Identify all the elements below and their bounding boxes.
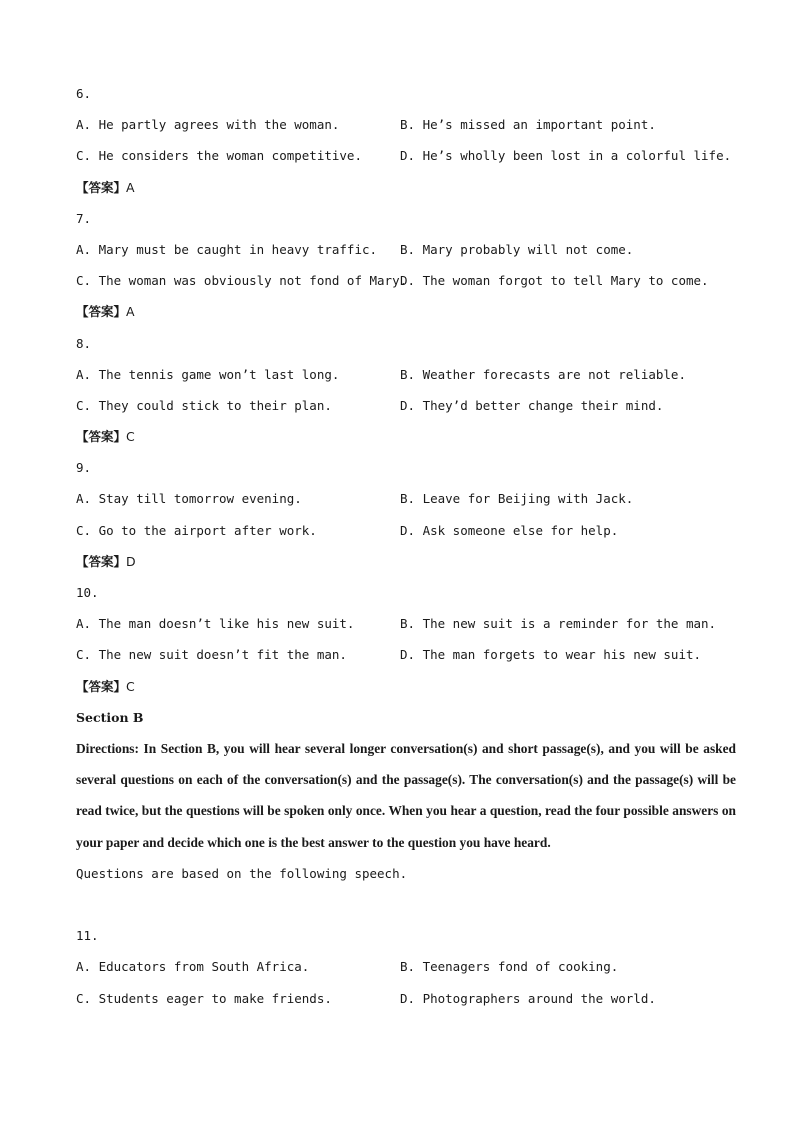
answer-value: D	[126, 553, 136, 569]
option-d: D. They’d better change their mind.	[400, 397, 664, 413]
answer-value: A	[126, 304, 135, 320]
options-row	[76, 639, 736, 670]
options-row	[76, 359, 736, 390]
options-row	[76, 265, 736, 296]
answer-value: C	[126, 678, 135, 694]
option-b: B. The new suit is a reminder for the man.	[400, 616, 717, 632]
answer-label: 【答案】	[76, 678, 127, 694]
option-c: C. The woman was obviously not fond of Mary.	[76, 273, 408, 289]
answer-line	[76, 172, 736, 203]
answer-line	[76, 296, 736, 327]
question-number: 7.	[76, 210, 92, 226]
options-row	[76, 608, 736, 639]
answer-label: 【答案】	[76, 553, 127, 569]
answer-line	[76, 671, 736, 702]
exam-page	[76, 78, 736, 1014]
question-number: 9.	[76, 460, 92, 476]
answer-line	[76, 546, 736, 577]
option-d: D. Photographers around the world.	[400, 990, 656, 1006]
options-row	[76, 483, 736, 514]
option-c: C. He considers the woman competitive.	[76, 148, 362, 164]
answer-value: A	[126, 179, 135, 195]
option-b: B. Leave for Beijing with Jack.	[400, 491, 634, 507]
option-d: D. He’s wholly been lost in a colorful life.	[400, 148, 732, 164]
option-a: A. The man doesn’t like his new suit.	[76, 616, 355, 632]
option-a: A. Mary must be caught in heavy traffic.	[76, 241, 378, 257]
option-b: B. Mary probably will not come.	[400, 241, 634, 257]
section-intro: Questions are based on the following speech.	[76, 865, 408, 881]
answer-label: 【答案】	[76, 179, 127, 195]
option-a: A. Stay till tomorrow evening.	[76, 491, 302, 507]
option-c: C. The new suit doesn’t fit the man.	[76, 647, 347, 663]
answer-value: C	[126, 429, 135, 445]
options-row	[76, 951, 736, 982]
section-directions: Directions: In Section B, you will hear several longer conversation(s) and short passage(s), and you will be asked several questions on each of the conversation(s) and the passage(s). The conversation(s) and the passage(s) will be read twice, but the questions will be spoken only once. When you hear a question, read the four possible answers on your paper and decide which one is the best answer to the question you have heard.	[76, 740, 736, 850]
option-c: C. Students eager to make friends.	[76, 990, 332, 1006]
question-number: 8.	[76, 335, 92, 351]
answer-label: 【答案】	[76, 304, 127, 320]
answer-line	[76, 421, 736, 452]
question-number: 6.	[76, 86, 92, 101]
option-a: A. The tennis game won’t last long.	[76, 366, 340, 382]
section-title: Section B	[76, 709, 144, 725]
options-row	[76, 983, 736, 1014]
option-c: C. Go to the airport after work.	[76, 522, 317, 538]
question-number: 10.	[76, 585, 99, 600]
option-d: D. The woman forgot to tell Mary to come.	[400, 273, 709, 289]
options-row	[76, 140, 736, 171]
blank-line	[76, 889, 736, 920]
options-row	[76, 390, 736, 421]
options-row	[76, 109, 736, 140]
options-row	[76, 515, 736, 546]
option-b: B. Weather forecasts are not reliable.	[400, 366, 686, 382]
option-d: D. The man forgets to wear his new suit.	[400, 647, 702, 663]
options-row	[76, 234, 736, 265]
option-c: C. They could stick to their plan.	[76, 397, 332, 413]
question-number: 11.	[76, 928, 99, 944]
answer-label: 【答案】	[76, 429, 127, 445]
option-a: A. He partly agrees with the woman.	[76, 117, 340, 133]
option-b: B. He’s missed an important point.	[400, 117, 656, 133]
option-d: D. Ask someone else for help.	[400, 522, 619, 538]
option-a: A. Educators from South Africa.	[76, 959, 310, 975]
option-b: B. Teenagers fond of cooking.	[400, 959, 619, 975]
